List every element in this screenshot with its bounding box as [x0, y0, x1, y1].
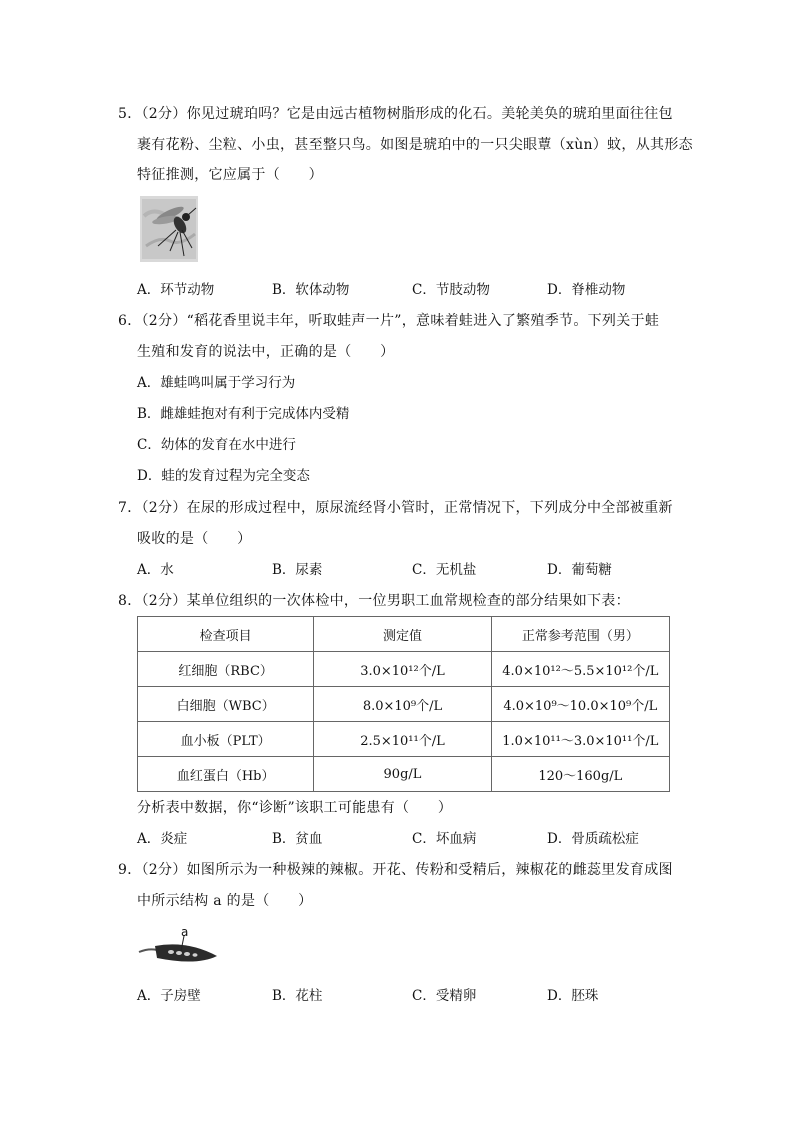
q9-option-a[interactable]: A．子房壁: [137, 988, 201, 1004]
figure-label-a: a: [181, 926, 189, 939]
chili-pepper-image: [137, 926, 221, 970]
q5-option-c[interactable]: C．节肢动物: [412, 282, 490, 298]
q9-option-b[interactable]: B．花柱: [272, 988, 323, 1004]
table-cell-item: 血小板（PLT）: [138, 722, 314, 757]
table-cell-measured: 90g/L: [314, 757, 491, 792]
q8-option-b[interactable]: B．贫血: [272, 831, 323, 847]
table-cell-item: 白细胞（WBC）: [138, 687, 314, 722]
q5-line-3: 特征推测，它应属于（ ）: [137, 167, 323, 183]
table-row: [138, 652, 670, 687]
q9-line-1: 9．（2分）如图所示为一种极辣的辣椒。开花、传粉和受精后，辣椒花的雌蕊里发育成图: [118, 862, 673, 878]
q9-option-c[interactable]: C．受精卵: [412, 988, 477, 1004]
q7-option-a[interactable]: A．水: [137, 562, 174, 578]
q8-option-c[interactable]: C．坏血病: [412, 831, 477, 847]
table-cell-measured: 8.0×10⁹个/L: [314, 687, 491, 722]
q6-line-2: 生殖和发育的说法中，正确的是（ ）: [137, 344, 395, 360]
table-cell-range: 4.0×10⁹～10.0×10⁹个/L: [491, 687, 669, 722]
q9-line-2: 中所示结构 a 的是（ ）: [137, 893, 313, 909]
q6-option-d[interactable]: D．蛙的发育过程为完全变态: [137, 468, 310, 484]
q9-option-d[interactable]: D．胚珠: [547, 988, 599, 1004]
table-row: [138, 757, 670, 792]
q7-option-c[interactable]: C．无机盐: [412, 562, 477, 578]
table-row: [138, 722, 670, 757]
q8-option-d[interactable]: D．骨质疏松症: [547, 831, 639, 847]
q5-option-d[interactable]: D．脊椎动物: [547, 282, 626, 298]
blood-test-table: [137, 616, 670, 792]
q5-option-b[interactable]: B．软体动物: [272, 282, 350, 298]
q8-line-1: 8．（2分）某单位组织的一次体检中，一位男职工血常规检查的部分结果如下表：: [118, 593, 630, 609]
table-header: 检查项目: [138, 617, 314, 652]
table-cell-measured: 3.0×10¹²个/L: [314, 652, 491, 687]
mosquito-in-amber-image: [140, 196, 198, 262]
table-cell-range: 120～160g/L: [491, 757, 669, 792]
q5-line-1: 5．（2分）你见过琥珀吗？它是由远古植物树脂形成的化石。美轮美奂的琥珀里面往往包: [118, 106, 673, 122]
q6-option-b[interactable]: B．雌雄蛙抱对有利于完成体内受精: [137, 406, 350, 422]
q7-option-b[interactable]: B．尿素: [272, 562, 323, 578]
q8-after-table: 分析表中数据，你“诊断”该职工可能患有（ ）: [137, 800, 453, 816]
table-cell-item: 血红蛋白（Hb）: [138, 757, 314, 792]
table-cell-measured: 2.5×10¹¹个/L: [314, 722, 491, 757]
table-header: 测定值: [314, 617, 491, 652]
table-cell-item: 红细胞（RBC）: [138, 652, 314, 687]
table-cell-range: 4.0×10¹²～5.5×10¹²个/L: [491, 652, 669, 687]
q8-option-a[interactable]: A．炎症: [137, 831, 188, 847]
table-header-row: [138, 617, 670, 652]
q6-option-a[interactable]: A．雄蛙鸣叫属于学习行为: [137, 375, 296, 391]
table-cell-range: 1.0×10¹¹～3.0×10¹¹个/L: [491, 722, 669, 757]
q6-option-c[interactable]: C．幼体的发育在水中进行: [137, 437, 296, 453]
q5-option-a[interactable]: A．环节动物: [137, 282, 215, 298]
q7-line-2: 吸收的是（ ）: [137, 531, 252, 547]
q7-line-1: 7．（2分）在尿的形成过程中，原尿流经肾小管时，正常情况下，下列成分中全部被重新: [118, 500, 673, 516]
q5-line-2: 裹有花粉、尘粒、小虫，甚至整只鸟。如图是琥珀中的一只尖眼蕈（xùn）蚊，从其形态: [137, 137, 693, 153]
q7-option-d[interactable]: D．葡萄糖: [547, 562, 612, 578]
table-header: 正常参考范围（男）: [491, 617, 669, 652]
table-row: [138, 687, 670, 722]
q6-line-1: 6．（2分）“稻花香里说丰年，听取蛙声一片”，意味着蛙进入了繁殖季节。下列关于蛙: [118, 313, 660, 329]
